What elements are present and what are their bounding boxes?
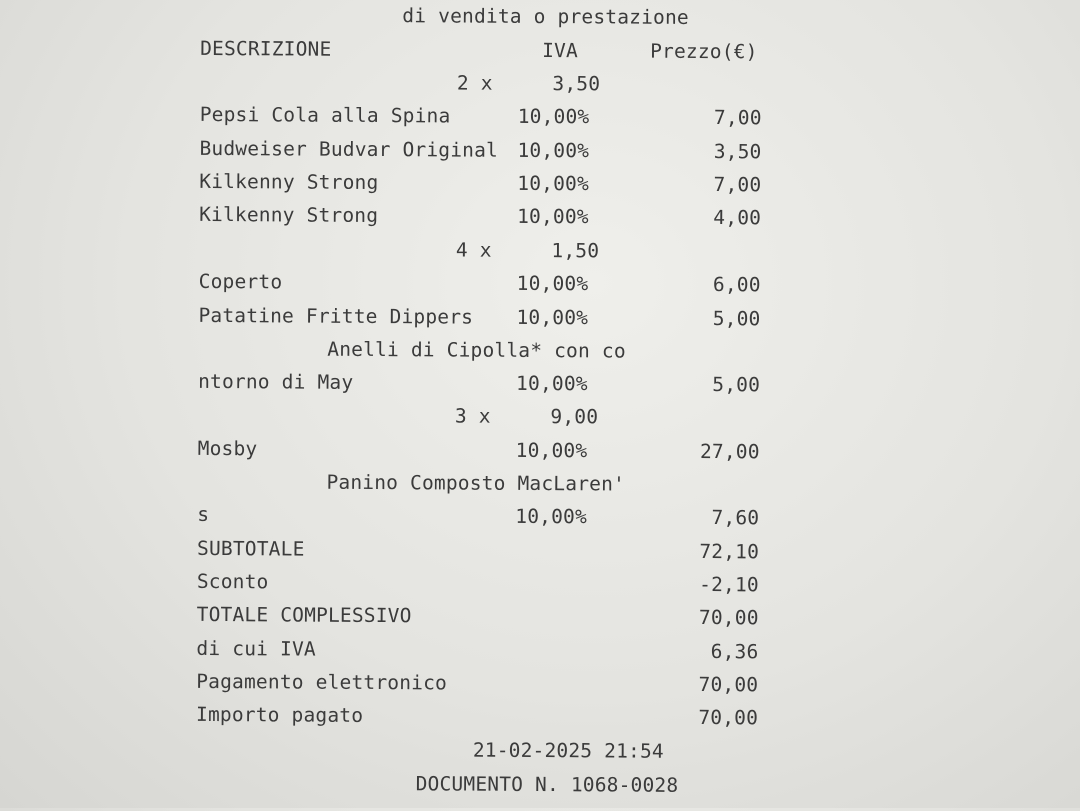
quantity-line: 3 x 9,00 xyxy=(454,404,599,429)
item-vat: 10,00% xyxy=(516,371,588,396)
item-price: 27,00 xyxy=(699,439,760,464)
column-header-price: Prezzo(€) xyxy=(650,39,758,64)
item-price: 6,00 xyxy=(712,273,761,297)
discount-value: -2,10 xyxy=(699,572,759,597)
item-price: 7,00 xyxy=(713,106,762,130)
item-description: ntorno di May xyxy=(198,369,354,394)
item-vat: 10,00% xyxy=(515,504,587,529)
item-price: 5,00 xyxy=(712,373,761,397)
discount-label: Sconto xyxy=(196,569,269,594)
amount-paid-value: 70,00 xyxy=(698,705,759,730)
item-price: 3,50 xyxy=(713,140,762,164)
item-vat: 10,00% xyxy=(516,305,589,330)
item-price: 7,00 xyxy=(713,173,762,197)
subtotal-value: 72,10 xyxy=(699,539,760,564)
item-description: Kilkenny Strong xyxy=(199,202,379,228)
item-description-continued: Panino Composto MacLaren' xyxy=(326,470,626,496)
receipt-subtitle: di vendita o prestazione xyxy=(402,4,689,29)
item-description: Kilkenny Strong xyxy=(199,169,379,195)
quantity-line: 2 x 3,50 xyxy=(456,71,601,96)
item-vat: 10,00% xyxy=(517,138,590,163)
item-vat: 10,00% xyxy=(517,104,590,129)
vat-included-label: di cui IVA xyxy=(196,636,316,661)
item-description: Patatine Fritte Dippers xyxy=(198,303,474,329)
item-price: 4,00 xyxy=(713,206,762,230)
item-description: Budweiser Budvar Original xyxy=(199,136,499,162)
column-header-description: DESCRIZIONE xyxy=(200,36,332,61)
subtotal-label: SUBTOTALE xyxy=(197,536,305,561)
item-description: s xyxy=(197,502,210,526)
payment-method-label: Pagamento elettronico xyxy=(196,669,448,695)
item-vat: 10,00% xyxy=(517,171,590,196)
item-vat: 10,00% xyxy=(515,438,588,463)
item-vat: 10,00% xyxy=(517,204,589,229)
total-value: 70,00 xyxy=(698,605,759,630)
item-description-continued: Anelli di Cipolla* con co xyxy=(327,337,626,363)
quantity-line: 4 x 1,50 xyxy=(455,238,600,263)
item-description: Coperto xyxy=(198,269,283,294)
item-price: 7,60 xyxy=(711,506,760,530)
amount-paid-label: Importo pagato xyxy=(196,702,364,727)
column-header-vat: IVA xyxy=(542,39,579,63)
item-description: Mosby xyxy=(197,436,258,461)
item-price: 5,00 xyxy=(712,307,761,331)
receipt-datetime: 21-02-2025 21:54 xyxy=(472,738,664,763)
payment-method-value: 70,00 xyxy=(698,672,759,697)
total-label: TOTALE COMPLESSIVO xyxy=(196,602,412,628)
vat-included-value: 6,36 xyxy=(710,640,759,664)
item-vat: 10,00% xyxy=(516,271,589,296)
item-description: Pepsi Cola alla Spina xyxy=(199,102,451,128)
document-number: DOCUMENTO N. 1068-0028 xyxy=(415,772,679,797)
